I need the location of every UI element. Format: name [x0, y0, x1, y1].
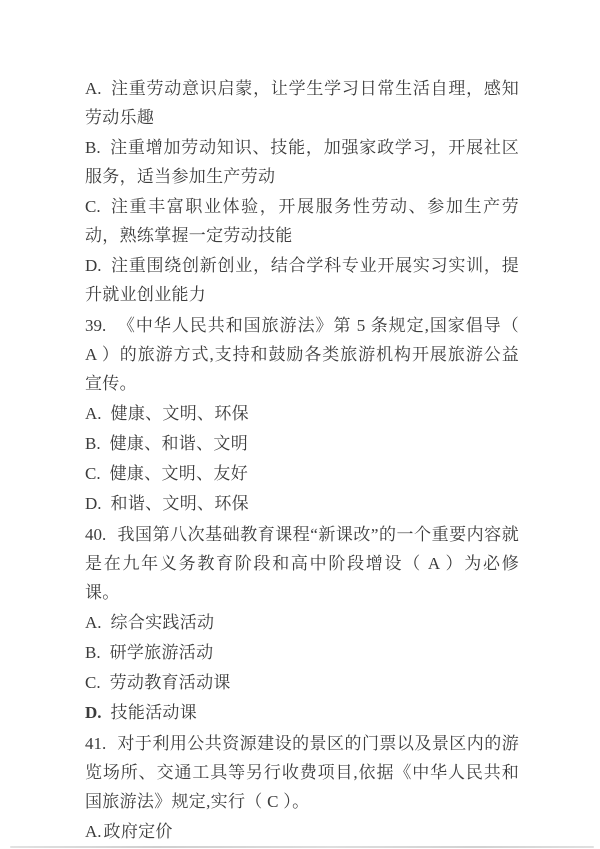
- option-item: [85, 192, 519, 250]
- option-label: A.: [85, 613, 102, 632]
- option-label: A.: [85, 822, 102, 841]
- question-number: 40.: [85, 525, 107, 544]
- option-item: [85, 429, 519, 458]
- option-item: [85, 459, 519, 488]
- option-label: B.: [85, 434, 101, 453]
- question-number: 41.: [85, 734, 107, 753]
- option-item: [85, 608, 519, 637]
- option-text: 和谐、文明、环保: [110, 494, 249, 513]
- option-label: A.: [85, 79, 102, 98]
- exam-text-block: [85, 74, 519, 847]
- option-item: [85, 698, 519, 727]
- option-item: [85, 74, 519, 132]
- option-item: [85, 489, 519, 518]
- option-label: D.: [85, 494, 102, 513]
- option-item: [85, 668, 519, 697]
- option-text: 健康、文明、友好: [109, 464, 248, 483]
- option-item: [85, 817, 519, 846]
- option-label: D.: [85, 703, 102, 722]
- option-text: 政府定价: [103, 822, 173, 841]
- option-label: B.: [85, 643, 101, 662]
- option-label: D.: [85, 256, 102, 275]
- option-text: 劳动教育活动课: [109, 673, 231, 692]
- option-label: B.: [85, 138, 101, 157]
- option-text: 注重丰富职业体验，开展服务性劳动、参加生产劳动，熟练掌握一定劳动技能: [85, 197, 519, 245]
- option-label: C.: [85, 197, 101, 216]
- option-text: 注重围绕创新创业，结合学科专业开展实习实训，提升就业创业能力: [85, 256, 519, 304]
- question-number: 39.: [85, 316, 107, 335]
- option-item: [85, 133, 519, 191]
- option-text: 健康、和谐、文明: [109, 434, 248, 453]
- question-stem: [85, 520, 519, 607]
- option-label: A.: [85, 404, 102, 423]
- option-item: [85, 399, 519, 428]
- option-text: 注重劳动意识启蒙，让学生学习日常生活自理，感知劳动乐趣: [85, 79, 519, 127]
- option-item: [85, 638, 519, 667]
- option-item: [85, 251, 519, 309]
- option-text: 健康、文明、环保: [110, 404, 249, 423]
- option-text: 技能活动课: [110, 703, 198, 722]
- question-stem: [85, 729, 519, 816]
- question-text: 我国第八次基础教育课程“新课改”的一个重要内容就是在九年义务教育阶段和高中阶段增设（ A ）为必修课。: [85, 525, 519, 602]
- option-text: 注重增加劳动知识、技能，加强家政学习，开展社区服务，适当参加生产劳动: [85, 138, 519, 186]
- option-label: C.: [85, 464, 101, 483]
- page-scan-edge: [10, 846, 594, 848]
- option-text: 综合实践活动: [110, 613, 215, 632]
- question-stem: [85, 311, 519, 398]
- option-label: C.: [85, 673, 101, 692]
- question-text: 《中华人民共和国旅游法》第 5 条规定,国家倡导（ A ）的旅游方式,支持和鼓励各类旅游机构开展旅游公益宣传。: [85, 316, 519, 393]
- question-text: 对于利用公共资源建设的景区的门票以及景区内的游览场所、交通工具等另行收费项目,依据《中华人民共和国旅游法》规定,实行（ C ）。: [85, 734, 519, 811]
- option-text: 研学旅游活动: [109, 643, 214, 662]
